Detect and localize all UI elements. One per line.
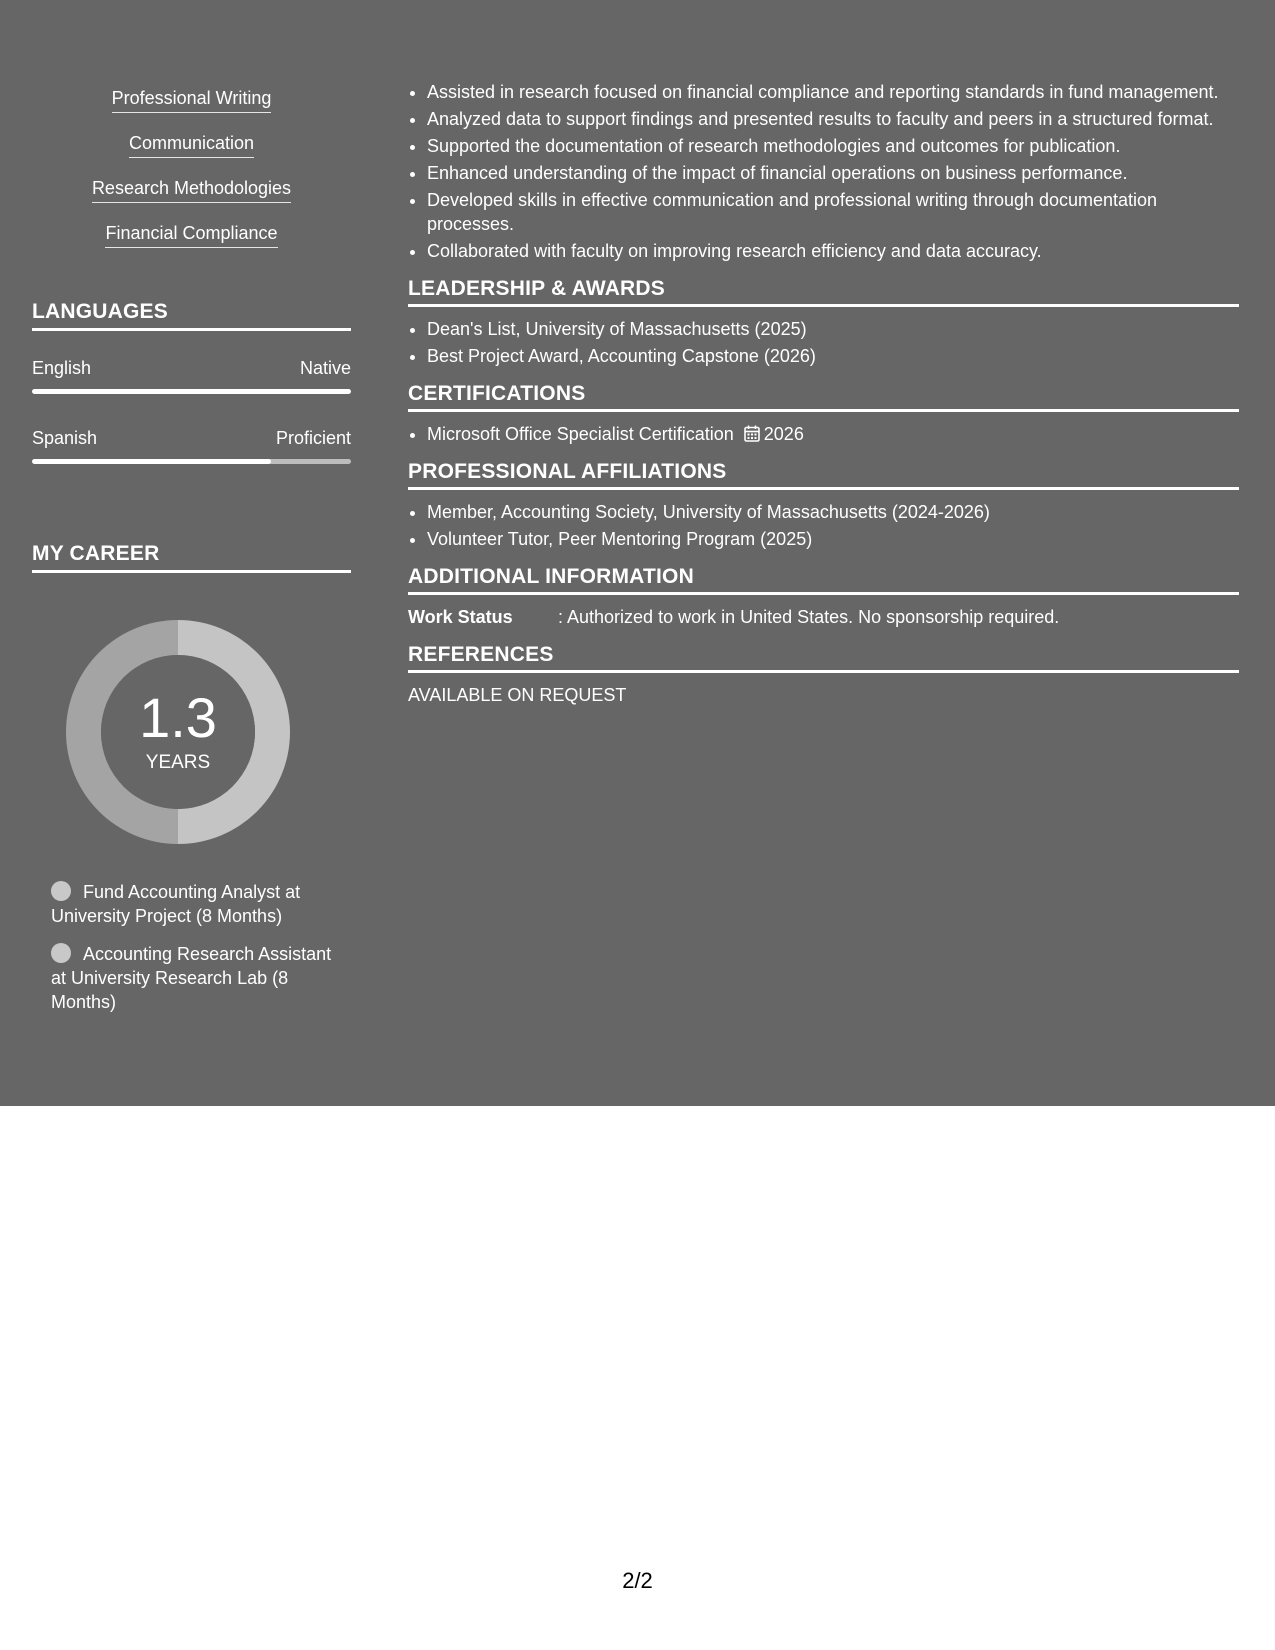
certifications-heading: CERTIFICATIONS	[408, 382, 1239, 412]
career-item	[51, 880, 341, 928]
experience-bullet: • Developed skills in effective communication and professional writing through documentation processes.	[427, 188, 1239, 236]
certification-date-wrap	[744, 424, 804, 444]
experience-bullet: • Supported the documentation of research methodologies and outcomes for publication.	[427, 134, 1239, 158]
work-status-value: : Authorized to work in United States. No sponsorship required.	[558, 607, 1060, 627]
bullet-dot-icon	[51, 943, 71, 963]
career-item-text: Accounting Research Assistant at University Research Lab (8 Months)	[51, 944, 332, 1012]
references-text: AVAILABLE ON REQUEST	[408, 685, 627, 705]
language-name: English	[32, 358, 92, 378]
additional-info-heading: ADDITIONAL INFORMATION	[408, 565, 1239, 595]
language-bar-fill	[32, 389, 351, 394]
affiliation-item: • Volunteer Tutor, Peer Mentoring Program (2025)	[427, 527, 1239, 551]
right-column	[408, 80, 1239, 707]
leadership-item: • Dean's List, University of Massachusetts (2025)	[427, 317, 1239, 341]
skill-item: Professional Writing	[112, 86, 272, 113]
career-total-value: 1.3	[139, 686, 217, 749]
affiliation-item: • Member, Accounting Society, University of Massachusetts (2024-2026)	[427, 500, 1239, 524]
career-donut-chart	[66, 620, 290, 844]
calendar-icon	[744, 425, 760, 442]
experience-bullet: • Enhanced understanding of the impact of financial operations on business performance.	[427, 161, 1239, 185]
language-bar-spanish	[32, 459, 351, 464]
language-bar-fill	[32, 459, 271, 464]
certification-item	[427, 422, 1239, 446]
bullet-dot-icon	[51, 881, 71, 901]
experience-bullet: • Assisted in research focused on financial compliance and reporting standards in fund management.	[427, 80, 1239, 104]
affiliations-heading: PROFESSIONAL AFFILIATIONS	[408, 460, 1239, 490]
leadership-item: • Best Project Award, Accounting Capstone (2026)	[427, 344, 1239, 368]
language-level: Proficient	[275, 428, 351, 448]
skill-item: Financial Compliance	[105, 221, 277, 248]
work-status-row	[408, 605, 1239, 629]
career-heading: MY CAREER	[32, 542, 351, 573]
references-heading: REFERENCES	[408, 643, 1239, 673]
language-bar-english	[32, 389, 351, 394]
language-name: Spanish	[32, 428, 98, 448]
career-item	[51, 942, 341, 1014]
language-row-english	[32, 358, 351, 379]
experience-bullets	[408, 80, 1239, 263]
leadership-heading: LEADERSHIP & AWARDS	[408, 277, 1239, 307]
skills-list	[32, 86, 351, 266]
experience-bullet: • Collaborated with faculty on improving research efficiency and data accuracy.	[427, 239, 1239, 263]
language-row-spanish	[32, 428, 351, 449]
skill-item: Communication	[129, 131, 254, 158]
certification-name: Microsoft Office Specialist Certification	[427, 424, 734, 444]
certifications-list	[408, 422, 1239, 446]
certification-date: 2026	[763, 424, 804, 444]
career-item-text: Fund Accounting Analyst at University Project (8 Months)	[51, 882, 301, 926]
language-level: Native	[299, 358, 351, 378]
career-total-unit: YEARS	[145, 752, 211, 773]
leadership-list	[408, 317, 1239, 368]
career-list	[51, 880, 341, 1028]
languages-heading: LANGUAGES	[32, 300, 351, 331]
experience-bullet: • Analyzed data to support findings and presented results to faculty and peers in a structured format.	[427, 107, 1239, 131]
page-number: 2/2	[622, 1568, 653, 1593]
skill-item: Research Methodologies	[92, 176, 291, 203]
work-status-label: Work Status	[408, 607, 513, 627]
affiliations-list	[408, 500, 1239, 551]
